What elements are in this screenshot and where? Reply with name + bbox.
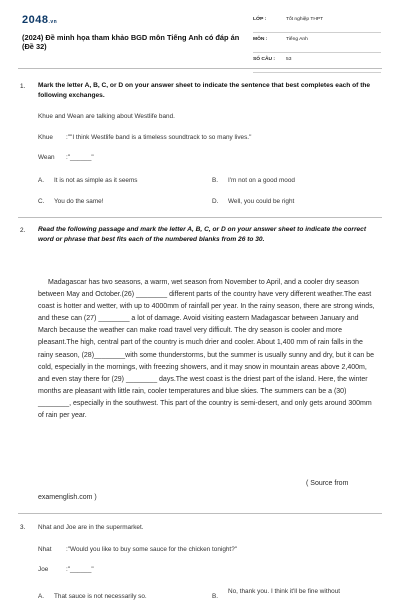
option-c-text[interactable]: You do the same!	[54, 198, 104, 205]
meta-value: Tốt nghiệp THPT	[286, 17, 324, 22]
dialogue-line: :"Would you like to buy some sauce for the chicken tonight?"	[66, 546, 238, 553]
speaker-name: Nhat	[38, 546, 52, 553]
meta-label: MÔN :	[253, 37, 268, 42]
question-instruction: Read the following passage and mark the letter A, B, C, or D on your answer sheet to indicate the correct word or phrase that best fits each of the numbered blanks from 26 to 30.	[38, 226, 367, 243]
meta-row-subject	[253, 33, 381, 53]
divider	[18, 513, 382, 514]
meta-table	[253, 13, 381, 73]
site-logo[interactable]: 2048.vn	[22, 14, 58, 26]
speaker-name: Wean	[38, 154, 55, 161]
question-number: 3.	[20, 524, 26, 531]
speaker-name: Khue	[38, 134, 53, 141]
option-d-text[interactable]: Well, you could be right	[228, 198, 295, 205]
document-title: (2024) Đề minh họa tham khảo BGD môn Tiếng Anh có đáp án (Đề 32)	[22, 33, 240, 51]
divider	[18, 68, 382, 69]
option-b-letter[interactable]: B.	[212, 593, 219, 600]
meta-value: Tiếng Anh	[286, 37, 308, 42]
meta-row-count	[253, 53, 381, 73]
question-number: 2.	[20, 227, 26, 234]
question-number: 1.	[20, 83, 26, 90]
question-context: Nhat and Joe are in the supermarket.	[38, 524, 144, 531]
divider	[18, 217, 382, 218]
option-b-letter[interactable]: B.	[212, 177, 219, 184]
meta-row-class	[253, 13, 381, 33]
meta-value: 53	[286, 57, 292, 62]
option-b-text[interactable]: I'm not on a good mood	[228, 177, 295, 184]
option-d-letter[interactable]: D.	[212, 198, 219, 205]
meta-label: LỚP :	[253, 17, 267, 22]
passage-text: Madagascar has two seasons, a warm, wet season from November to April, and a cooler dry season between May and October.(26) ________ different parts of the country have very different weather.The east coast is hotter and wetter, with up to 4000mm of rainfall per year. In the rainy season, there are strong winds, and these can (27) ________ a lot of damage. Avoid visiting eastern Madagascar between January and March because the weather can make road travel very difficult. The dry season is cooler and more pleasant.The high, central part of the country is much drier and cooler. About 1,400 mm of rain falls in the rainy season, (28)________with some thunderstorms, but the summer is usually sunny and dry, but it can be cold, especially in the mornings, with freezing showers, and it may snow in mountain areas above 2,400m, and even stay there for (29) ________ days.The west coast is the driest part of the island. Here, the winter months are pleasant with little rain, cooler temperatures and blue skies. The summers can be a (30) ________, especially in the southwest. This part of the country is semi-desert, and only gets around 300mm of rain per year.	[38, 279, 375, 420]
dialogue-line: :""I think Westlife band is a timeless soundtrack to so many lives."	[66, 134, 252, 141]
option-a-letter[interactable]: A.	[38, 177, 45, 184]
speaker-name: Joe	[38, 566, 49, 573]
question-context: Khue and Wean are talking about Westlife band.	[38, 113, 175, 120]
reading-passage	[38, 277, 378, 422]
option-a-text[interactable]: That sauce is not necessarily so.	[54, 593, 147, 600]
option-a-text[interactable]: It is not as simple as it seems	[54, 177, 138, 184]
option-b-text[interactable]: No, thank you. I think it'll be fine without	[228, 588, 341, 595]
passage-source: ( Source from	[306, 480, 349, 487]
meta-label: SỐ CÂU :	[253, 57, 276, 62]
document-header	[0, 0, 400, 66]
option-c-letter[interactable]: C.	[38, 198, 45, 205]
question-instruction: Mark the letter A, B, C, or D on your answer sheet to indicate the sentence that best completes each of the following exchanges.	[38, 82, 371, 99]
dialogue-line: :"______"	[66, 154, 94, 161]
passage-source-site: examenglish.com )	[38, 494, 97, 501]
dialogue-line: :"______"	[66, 566, 94, 573]
option-a-letter[interactable]: A.	[38, 593, 45, 600]
